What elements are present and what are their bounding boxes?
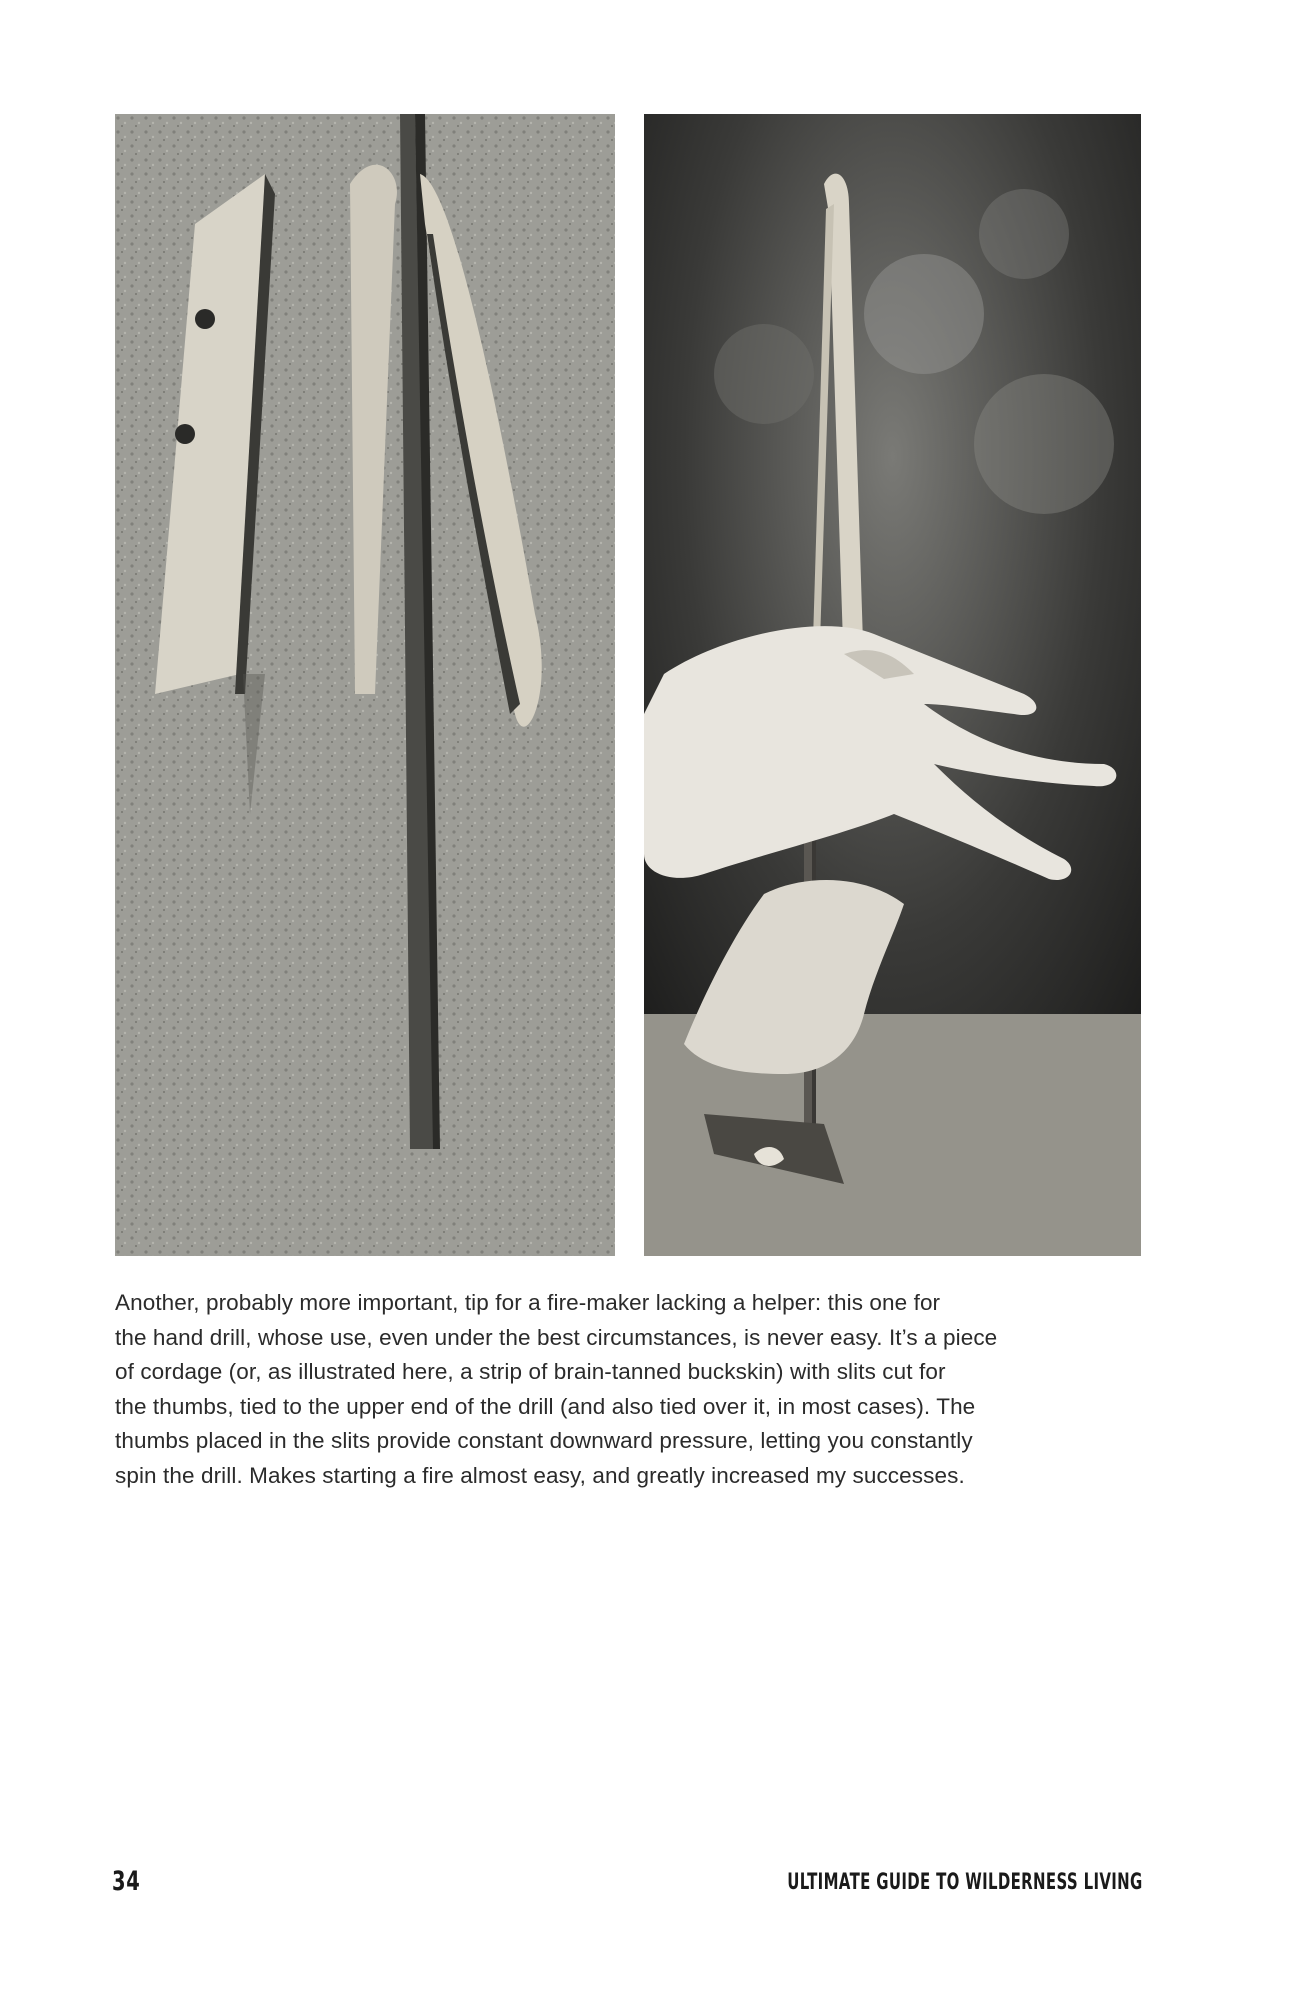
caption-line: Another, probably more important, tip for a fire-maker lacking a helper: this one for [115, 1290, 941, 1315]
page-number: 34 [112, 1866, 141, 1897]
photo-drill-and-hearth [115, 114, 615, 1256]
caption-line: the hand drill, whose use, even under the best circumstances, is never easy. It’s a piece [115, 1324, 998, 1350]
photo-hand-drill-in-use-image [644, 114, 1141, 1256]
caption-line: spin the drill. Makes starting a fire almost easy, and greatly increased my successes. [115, 1462, 965, 1488]
photo-hand-drill-in-use [644, 114, 1141, 1256]
photo-caption [115, 1286, 1155, 1493]
caption-line: the thumbs, tied to the upper end of the drill (and also tied over it, in most cases). The [115, 1393, 976, 1419]
caption-line: of cordage (or, as illustrated here, a strip of brain-tanned buckskin) with slits cut for [115, 1359, 946, 1384]
running-title: ULTIMATE GUIDE TO WILDERNESS LIVING [787, 1870, 1143, 1895]
photo-drill-and-hearth-image [115, 114, 615, 1256]
caption-line: thumbs placed in the slits provide constant downward pressure, letting you constantly [115, 1428, 973, 1453]
